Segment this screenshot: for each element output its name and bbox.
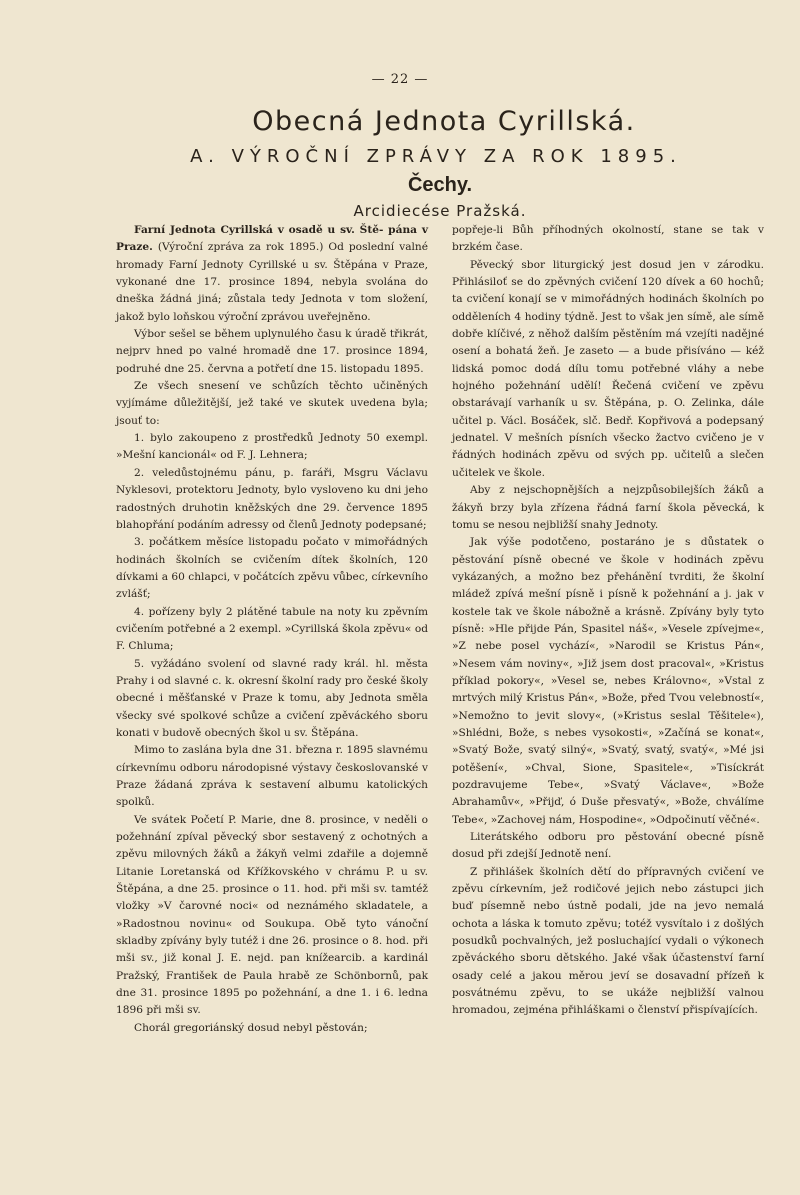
right-paragraph: Aby z nejschopnějších a nejzpůsobilejších žáků a žákyň brzy byla zřízena řádná farní škola pěvecká, k tomu se nesou nejbližší snahy Jednoty. bbox=[452, 484, 764, 531]
region-heading: Čechy. bbox=[407, 174, 473, 196]
left-paragraph bbox=[116, 222, 428, 326]
right-paragraph: Pěvecký sbor liturgický jest dosud jen v zárodku. Přihlásiloť se do zpěvných cvičení 120 dívek a 60 hochů; ta cvičení konají se v mimořádných hodinách školních po odděleních 4 hodiny týdně. Jest to však jen símě, ale símě dobře klíčivé, z něhož dalším pěstěním má vzejíti nadějné osení a bohatá žeň. Je zaseto — a bude přisíváno — kéž lidská pomoc dodá dílu tomu potřebné vláhy a nebe hojného požehnání udělí! Řečená cvičení ve zpěvu obstarávají varhaník u sv. Štěpána, p. O. Zelinka, dále učitel p. Václ. Bosáček, slč. Bedř. Kopřivová a podepsaný jednatel. V mešních písních všecko žactvo cvičeno je v řádných hodinách zpěvu od svých pp. učitelů a slečen učitelek ve škole. bbox=[452, 258, 764, 479]
left-list-item: 1. bylo zakoupeno z prostředků Jednoty 50 exempl. »Mešní kancionál« od F. J. Lehnera; bbox=[116, 432, 428, 462]
section-heading: Farní Jednota Cyrillská v osadě u sv. Ště- pána v Praze. bbox=[116, 224, 428, 254]
left-paragraph: Výbor sešel se během uplynulého času k úradě třikrát, nejprv hned po valné hromadě dne 17. prosince 1894, podruhé dne 25. června a potřetí dne 15. listopadu 1895. bbox=[116, 328, 428, 375]
page-number: — 22 — bbox=[371, 72, 429, 87]
left-paragraph: Ze všech snesení ve schůzích těchto učiněných vyjímáme důležitější, jež také ve skutek uvedena byla; jsouť to: bbox=[116, 380, 428, 427]
right-column bbox=[452, 222, 764, 1020]
right-paragraph: popřeje-li Bůh příhodných okolností, stane se tak v brzkém čase. bbox=[452, 224, 764, 254]
left-paragraph: Mimo to zaslána byla dne 31. března r. 1895 slavnému církevnímu odboru národopisné výstavy českoslovanské v Praze žádaná zpráva k sestavení albumu katolických spolků. bbox=[116, 744, 428, 809]
left-paragraph: Chorál gregoriánský dosud nebyl pěstován; bbox=[134, 1021, 368, 1034]
right-paragraph: Jak výše podotčeno, postaráno je s důstatek o pěstování písně obecné ve škole v hodinách zpěvu vykázaných, a možno bez přehánění tvrditi, že školní mládež zpívá mešní písně i písně k požehnání a j. jak v kostele tak ve škole nábožně a krásně. Zpívány byly tyto písně: »Hle přijde Pán, Spasitel náš«, »Vesele zpívejme«, »Z nebe posel vychází«, »Narodil se Kristus Pán«, »Nesem vám noviny«, »Již jsem dost pracoval«, »Kristus příklad pokory«, »Vesel se, nebes Královno«, »Vstal z mrtvých milý Kristus Pán«, »Bože, před Tvou velebností«, »Nemožno to jevit slovy«, (»Kristus seslal Těšitele«), »Shlédni, Bože, s nebes vysokosti«, »Začíná se konat«, »Svatý Bože, svatý silný«, »Svatý, svatý, svatý«, »Mé jsi potěšení«, »Chval, Sione, Spasitele«, »Tisíckrát pozdravujeme Tebe«, »Svatý Václave«, »Bože Abrahamův«, »Přijď, ó Duše přesvatý«, »Bože, chválíme Tebe«, »Zachovej nám, Hospodine«, »Odpočinutí věčné«. bbox=[452, 536, 764, 826]
left-list-item: 2. veledůstojnému pánu, p. faráři, Msgru Václavu Nyklesovi, protektoru Jednoty, bylo vysloveno ku dni jeho radostných druhotin kněžských dne 29. července 1895 blahopřání podáním adressy od členů Jednoty podepsané; bbox=[116, 466, 428, 531]
left-list-item: 4. pořízeny byly 2 plátěné tabule na noty ku zpěvním cvičením potřebné a 2 exempl. »Cyrillská škola zpěvu« od F. Chluma; bbox=[116, 605, 428, 653]
left-column bbox=[116, 222, 428, 1037]
left-list-item: 5. vyžádáno svolení od slavné rady král. hl. města Prahy i od slavné c. k. okresní školní rady pro české školy obecné i měšťanské v Praze k tomu, aby Jednota směla všecky své spolkové schůze a cvičení zpěváckého sboru konati v budově obecných škol u sv. Štěpána. bbox=[116, 657, 428, 739]
page-title: Obecná Jednota Cyrillská. bbox=[252, 106, 636, 137]
right-paragraph: Literátského odboru pro pěstování obecné písně dosud při zdejší Jednotě není. bbox=[452, 831, 764, 861]
report-subtitle: A. VÝROČNÍ ZPRÁVY ZA ROK 1895. bbox=[190, 146, 682, 167]
paragraph-text: (Výroční zpráva za rok 1895.) Od poslední valné hromady Farní Jednoty Cyrillské u sv. Štěpána v Praze, vykonané dne 17. prosince 1894, nebyla svolána do dneška žádná jiná; zůstala tedy Jednota v tom složení, jakož bylo loňskou výroční zprávou uveřejněno. bbox=[116, 241, 428, 323]
right-paragraph: Z přihlášek školních dětí do přípravných cvičení ve zpěvu církevním, jež rodičové jejich nebo zástupci jich buď písemně nebo ústně podali, jde na jevo nemalá ochota a láska k tomuto zpěvu; totéž vysvítalo i z došlých posudků pochvalných, jež posluchající vydali o výkonech zpěváckého sboru dětského. Jaké však účastenství farní osady celé a jakou měrou jeví se dosavadní přízeň k posvátnému zpěvu, to se ukáže nejbližší valnou hromadou, zejména přihláškami o členství přispívajících. bbox=[452, 865, 764, 1017]
left-paragraph: Ve svátek Početí P. Marie, dne 8. prosince, v neděli o požehnání zpíval pěvecký sbor sestavený z ochotných a zpěvu milovných žáků a žákyň velmi zdařile a dojemně Litanie Loretanská od Křížkovského v chrámu P. u sv. Štěpána, a dne 25. prosince o 11. hod. při mši sv. tamtéž vložky »V čarovné noci« od neznámého skladatele, a »Radostnou novinu« od Soukupa. Obě tyto vánoční skladby zpívány byly tutéž i dne 26. prosince o 8. hod. při mši sv., již konal J. E. nejd. pan knížearcib. a kardinál Pražský, František de Paula hrabě ze Schönbornů, pak dne 31. prosince 1895 po požehnání, a dne 1. i 6. ledna 1896 při mši sv. bbox=[116, 813, 428, 1017]
diocese-heading: Arcidiecése Pražská. bbox=[353, 202, 527, 220]
left-list-item: 3. počátkem měsíce listopadu počato v mimořádných hodinách školních se cvičením dítek školních, 120 dívkami a 60 chlapci, v počátcích zpěvu vůbec, církevního zvlášť; bbox=[116, 536, 428, 601]
